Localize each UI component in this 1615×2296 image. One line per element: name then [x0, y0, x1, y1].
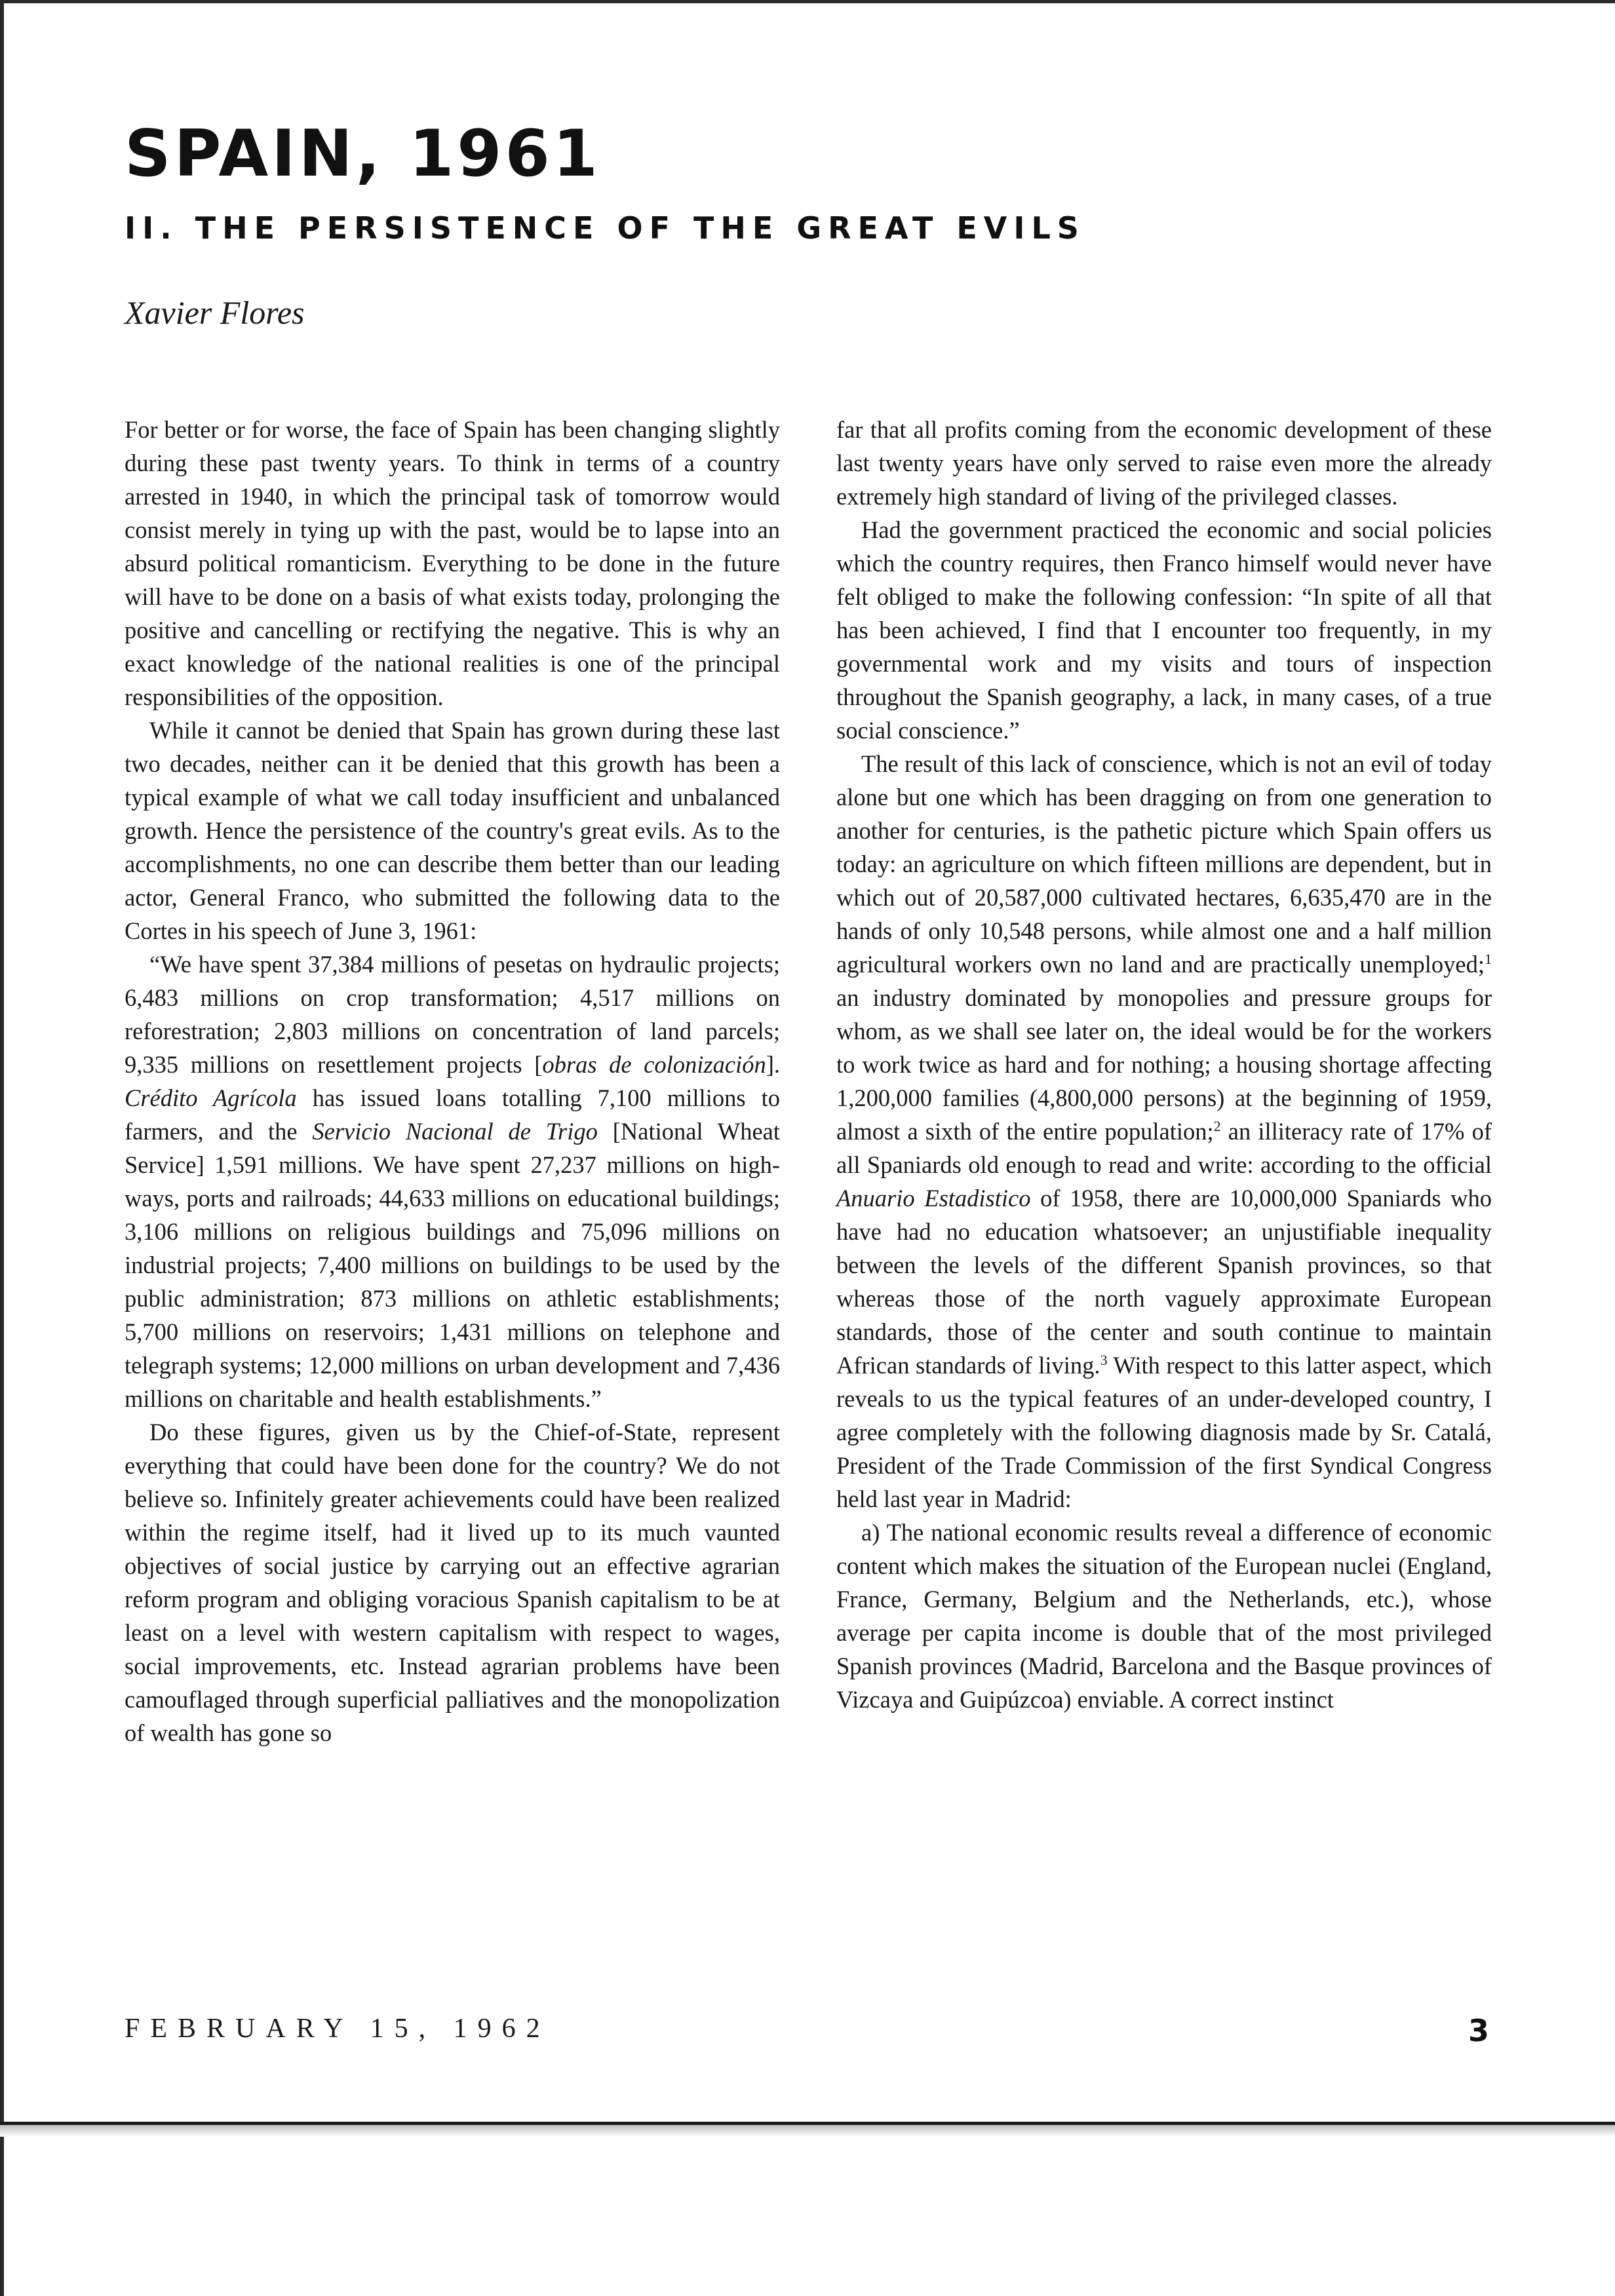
text-run: of 1958, there are 10,000,000 Spaniards who have had no education whatsoever; an unjustifiable inequality between the levels of the different Spanish provinces, so that whereas those of the north vaguely approximate European standards, those of the center and south continue to maintain African standards of living. [836, 1185, 1492, 1379]
page-left-edge [0, 0, 4, 2296]
article-title: SPAIN, 1961 [125, 117, 601, 191]
paragraph: Had the government practiced the economic and social policies which the country requires, then Franco himself would never have felt obliged to make the following confession: “In spite of all that has been achieved, I find that I encounter too frequently, in my governmental work and my visits and tours of inspection throughout the Spanish geography, a lack, in many cases, of a true social conscience.” [836, 516, 1492, 744]
text-run: ]. [766, 1051, 780, 1078]
paragraph: While it cannot be denied that Spain has grown during these last two decades, neither can it be denied that this growth has been a typical example of what we call today insufficient and unbalanced growth. Hence the persistence of the country's great evils. As to the accomplishments, no one can describe them better than our leading actor, General Franco, who submitted the following data to the Cortes in his speech of June 3, 1961: [125, 717, 780, 944]
footnote-ref: 2 [1213, 1117, 1221, 1134]
italic-term: Servicio Nacional de Trigo [312, 1118, 598, 1145]
paragraph: Do these figures, given us by the Chief-of-State, represent everything that could have been done for the country? We do not believe so. Infinitely greater achievements could have been realized within the regime itself, had it lived up to its much vaunted objectives of social justice by carrying out an effective agrarian reform program and obliging voracious Spanish capitalism to be at least on a level with western capitalism with respect to wages, social improvements, etc. Instead agrarian problems have been camouflaged through superficial palliatives and the monopolization of wealth has gone so [125, 1419, 780, 1746]
text-run: “We have spent 37,384 millions of pesetas on hydraulic projects; 6,483 millions on crop transformation; 4,517 millions on reforestration; 2,803 millions on concentration of land parcels; 9,335 millions on resettlement projects [ [125, 951, 780, 1078]
page-top-edge [0, 0, 1615, 3]
right-column [836, 413, 1492, 1716]
left-column [125, 413, 780, 1750]
article-subtitle: II. THE PERSISTENCE OF THE GREAT EVILS [125, 210, 1085, 246]
text-run: The result of this lack of conscience, which is not an evil of today alone but one which has been dragging on from one generation to another for centuries, is the pathetic picture which Spain offers us today: an agriculture on which fifteen millions are dependent, but in which out of 20,587,000 cultivated hectares, 6,635,470 are in the hands of only 10,548 persons, while almost one and a half million agricultural workers own no land and are practically unemployed; [836, 750, 1492, 978]
text-run: has issued loans totalling 7,100 millions to farmers, and the [125, 1084, 781, 1145]
quote-paragraph [125, 947, 780, 1415]
text-run: With respect to this latter aspect, which reveals to us the typical features of an under-developed country, I agree completely with the following diagnosis made by Sr. Catalá, President of the Trade Commission of the first Syndical Congress held last year in Madrid: [836, 1352, 1492, 1512]
italic-term: Crédito Agrícola [125, 1084, 297, 1111]
issue-date: FEBRUARY 15, 1962 [125, 2014, 551, 2044]
paragraph [836, 747, 1492, 1516]
text-run: an industry dominated by monopolies and pressure groups for whom, as we shall see later on, the ideal would be for the workers to work twice as hard and for nothing; a housing shortage affecting 1,200,000 families (4,800,000 persons) at the beginning of 1959, almost a sixth of the entire population; [836, 984, 1492, 1145]
article-author: Xavier Flores [125, 294, 305, 331]
italic-term: Anuario Estadistico [836, 1185, 1031, 1212]
footnote-ref: 1 [1485, 950, 1492, 967]
page-fold-shadow [0, 2125, 1615, 2137]
text-run: [National Wheat Service] 1,591 millions. We have spent 27,237 millions on highways, ports and railroads; 44,633 millions on educational buildings; 3,106 millions on religious buildings and 75,096 millions on industrial projects; 7,400 millions on buildings to be used by the public administration; 873 millions on athletic establishments; 5,700 millions on reservoirs; 1,431 millions on telephone and telegraph systems; 12,000 millions on urban development and 7,436 millions on charitable and health establishments.” [125, 1118, 780, 1412]
footnote-ref: 3 [1100, 1351, 1108, 1368]
text-run: an illiteracy rate of 17% of all Spaniards old enough to read and write: according to the official [836, 1118, 1492, 1178]
page-number: 3 [1468, 2013, 1490, 2048]
paragraph: far that all profits coming from the economic development of these last twenty years have only served to raise even more the already extremely high standard of living of the privileged classes. [836, 416, 1492, 510]
italic-term: obras de colonización [542, 1051, 766, 1078]
paragraph: a) The national economic results reveal a difference of economic content which makes the situation of the European nuclei (England, France, Germany, Belgium and the Netherlands, etc.), whose average per capita income is double that of the most privileged Spanish provinces (Madrid, Barcelona and the Basque provinces of Vizcaya and Guipúzcoa) enviable. A correct instinct [836, 1519, 1492, 1713]
paragraph: For better or for worse, the face of Spain has been changing slightly during these past twenty years. To think in terms of a country arrested in 1940, in which the principal task of tomorrow would consist merely in tying up with the past, would be to lapse into an absurd political romanticism. Everything to be done in the future will have to be done on a basis of what exists today, prolonging the positive and cancelling or rectifying the negative. This is why an exact knowledge of the national realities is one of the principal responsibilities of the opposition. [125, 416, 780, 710]
